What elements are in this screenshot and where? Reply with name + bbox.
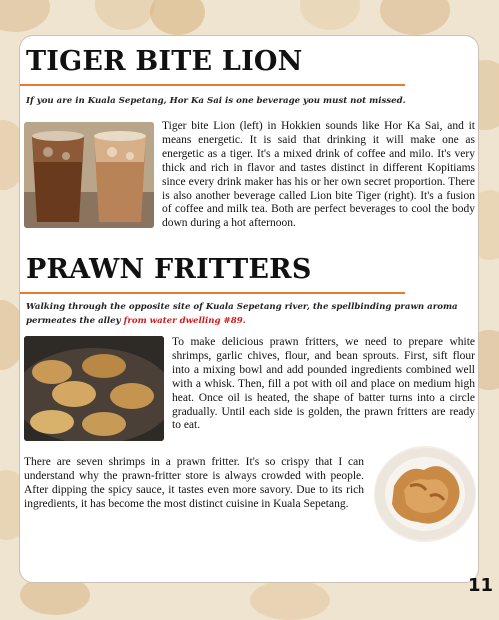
drinks-photo <box>24 122 154 228</box>
prawn-fritters-plate-photo <box>374 446 476 542</box>
section-title-tiger-bite-lion: TIGER BITE LION <box>26 46 303 77</box>
drinks-illustration <box>24 122 154 228</box>
article-card <box>19 35 479 583</box>
section-intro: If you are in Kuala Sepetang, Hor Ka Sai is one beverage you must not missed. <box>26 96 406 106</box>
frying-fritters-photo <box>24 336 164 441</box>
prawn-fritters-recipe-text: To make delicious prawn fritters, we need to prepare white shrimps, garlic chives, flour, and bean sprouts. First, sift flour into a mixing bowl and add pounded ingredients combined well with a whisk. Then, fill a pot with oil and place on medium high heat. Once oil is heated, the shape of batter turns into a circle gradually. Until each side is golden, the prawn fritters are ready to eat. <box>172 336 475 432</box>
prawn-fritters-description-text: There are seven shrimps in a prawn fritter. It's so crispy that I can understand why the prawn-fritter store is always crowded with people. After dipping the spicy sauce, it tastes even more savory. Due to its rich ingredients, it has become the most distinct cuisine in Kuala Sepetang. <box>24 456 364 510</box>
section-divider <box>20 84 405 86</box>
section-divider <box>20 292 405 294</box>
plate-illustration <box>374 446 476 542</box>
frying-illustration <box>24 336 164 441</box>
page-number: 11 <box>467 575 493 596</box>
section-intro: Walking through the opposite site of Kuala Sepetang river, the spellbinding prawn aroma permeates the alley from water dwelling #89. <box>26 302 458 326</box>
tiger-bite-lion-text: Tiger bite Lion (left) in Hokkien sounds like Hor Ka Sai, and it means energetic. It is said that drinking it will make one as energetic as a tiger. It's a mixed drink of coffee and milo. It's very thick and rich in flavor and tastes distinct in different Kopitiams since every drink maker has his or her own secret proportion. There is also another beverage called Lion bite Tiger (right). It's a fusion of coffee and milk tea. Both are perfect beverages to cool the body down during a hot afternoon. <box>162 120 475 230</box>
section-title-prawn-fritters: PRAWN FRITTERS <box>26 254 312 285</box>
